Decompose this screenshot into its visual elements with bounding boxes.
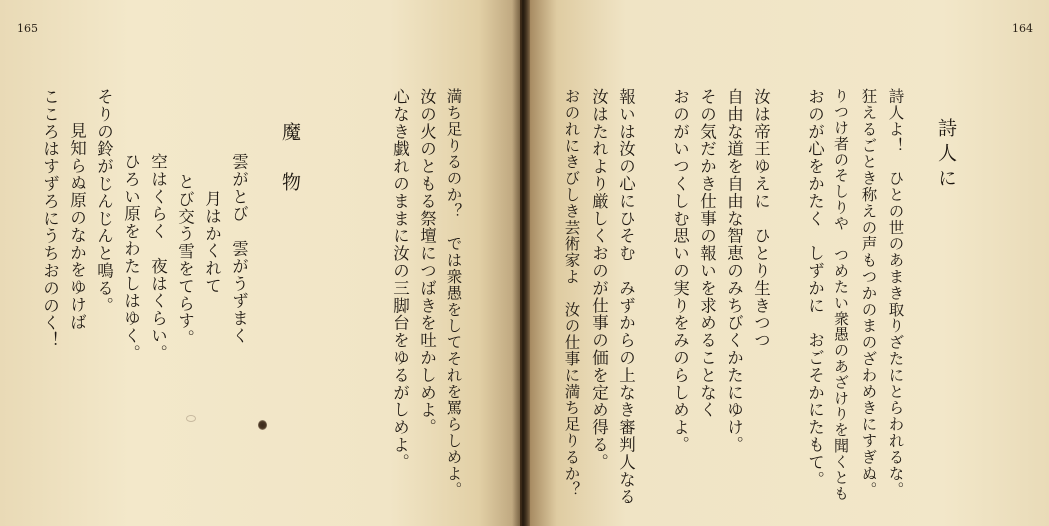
ink-stain <box>258 420 267 430</box>
poem-line: りつけ者のそしりや つめたい衆愚のあざけりを聞くとも <box>832 88 850 502</box>
page-number-right: 164 <box>1012 22 1033 35</box>
poem-line: 自由な道を自由な智恵のみちびくかたにゆけ。 <box>724 88 744 454</box>
poem-line: おのがいつくしむ思いの実りをみのらしめよ。 <box>670 88 690 454</box>
poem-line: おのが心をかたく しずかに おごそかにたもて。 <box>805 88 825 489</box>
poem-line: 汝はたれより厳しくおのが仕事の価を定め得る。 <box>589 88 609 471</box>
poem-line: 月はかくれて <box>202 190 222 295</box>
poem-line: 雲がとび 雲がうずまく <box>229 153 249 345</box>
poem-line: 汝の火のともる祭壇につばきを吐かしめよ。 <box>417 88 437 436</box>
poem-line: 心なき戯れのままに汝の三脚台をゆるがしめよ。 <box>390 88 410 471</box>
poem-line: とび交う雪をてらす。 <box>175 173 195 347</box>
poem-title-shijin-ni: 詩人に <box>935 118 957 193</box>
right-page <box>520 0 1049 526</box>
poem-line: 詩人よ！ ひとの世のあまき取りざたにとらわれるな。 <box>886 88 905 498</box>
poem-line: 満ち足りるのか？ では衆愚をしてそれを罵らしめよ。 <box>444 88 463 498</box>
poem-line: 見知らぬ原のなかをゆけば <box>67 122 87 331</box>
left-page <box>0 0 520 526</box>
poem-line: その気だかき仕事の報いを求めることなく <box>697 88 717 419</box>
poem-line: 汝は帝王ゆえに ひとり生きつつ <box>751 88 771 349</box>
poem-line: おのれにきびしき芸術家よ 汝の仕事に満ち足りるか？ <box>562 88 581 498</box>
paper-smudge <box>186 415 196 422</box>
poem-line: そりの鈴がじんじんと鳴る。 <box>94 88 114 315</box>
poem-line: 狂えるごとき称えの声もつかのまのざわめきにすぎぬ。 <box>859 88 878 498</box>
poem-title-mamono: 魔 物 <box>279 122 301 197</box>
poem-line: 報いは汝の心にひそむ みずからの上なき審判人なる <box>616 88 636 506</box>
book-gutter <box>512 0 530 526</box>
poem-line: 空はくらく 夜はくらい。 <box>148 153 168 362</box>
poem-line: ひろい原をわたしはゆく。 <box>121 153 141 362</box>
poem-line: こころはすずろにうちおののく！ <box>40 88 60 349</box>
page-number-left: 165 <box>17 22 38 35</box>
